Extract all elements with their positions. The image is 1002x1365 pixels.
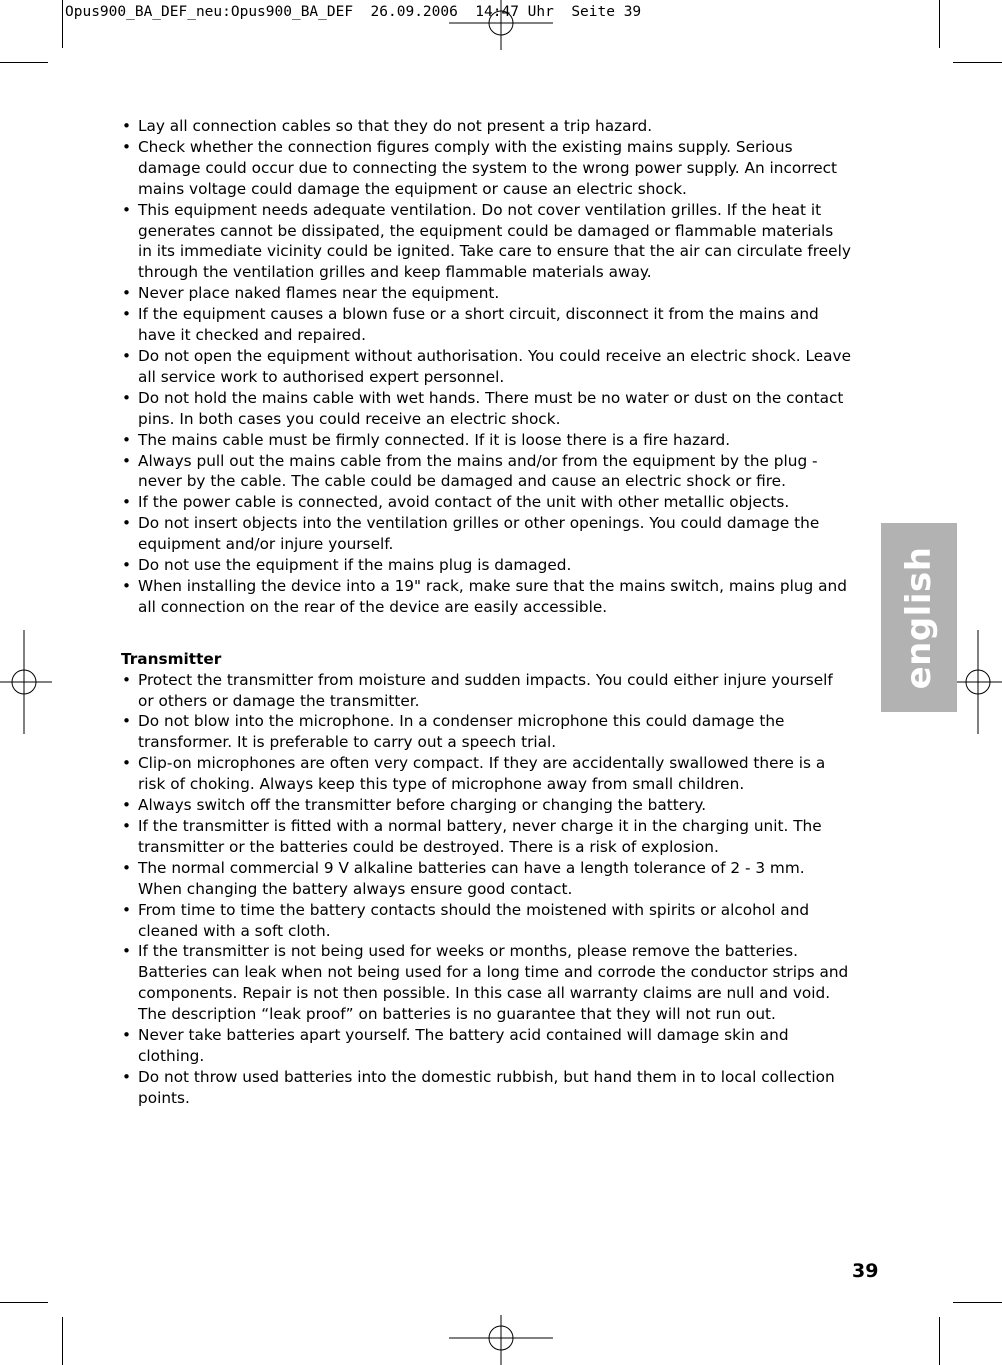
crop-mark-bottom-left-v: [62, 1317, 63, 1365]
transmitter-safety-list: [121, 670, 851, 1109]
general-safety-list: [121, 116, 851, 618]
list-item: • From time to time the battery contacts should the moistened with spirits or alcohol and cleaned with a soft cloth.: [121, 900, 851, 942]
list-item: • Protect the transmitter from moisture and sudden impacts. You could either injure yourself or others or damage the transmitter.: [121, 670, 851, 712]
page-content: [121, 116, 851, 1109]
list-item: • If the transmitter is not being used for weeks or months, please remove the batteries. Batteries can leak when not being used for a long time and corrode the conductor strips and components. Repair is not then possible. In this case all warranty claims are null and void. The description “leak proof” on batteries is no guarantee that they will not run out.: [121, 941, 851, 1025]
language-tab: [881, 523, 957, 712]
registration-mark-left-icon: [0, 630, 52, 734]
list-item: • Do not insert objects into the ventilation grilles or other openings. You could damage the equipment and/or injure yourself.: [121, 513, 851, 555]
page-number: 39: [852, 1260, 879, 1282]
list-item: • Do not open the equipment without authorisation. You could receive an electric shock. Leave all service work to authorised expert personnel.: [121, 346, 851, 388]
registration-mark-right-icon: [950, 630, 1002, 734]
list-item: • Do not hold the mains cable with wet hands. There must be no water or dust on the contact pins. In both cases you could receive an electric shock.: [121, 388, 851, 430]
list-item: • If the equipment causes a blown fuse or a short circuit, disconnect it from the mains and have it checked and repaired.: [121, 304, 851, 346]
list-item: • Lay all connection cables so that they do not present a trip hazard.: [121, 116, 851, 137]
list-item: • If the transmitter is fitted with a normal battery, never charge it in the charging unit. The transmitter or the batteries could be destroyed. There is a risk of explosion.: [121, 816, 851, 858]
list-item: • Do not use the equipment if the mains plug is damaged.: [121, 555, 851, 576]
list-item: • Never place naked flames near the equipment.: [121, 283, 851, 304]
list-item: • Check whether the connection figures comply with the existing mains supply. Serious damage could occur due to connecting the system to the wrong power supply. An incorrect mains voltage could damage the equipment or cause an electric shock.: [121, 137, 851, 200]
list-item: • If the power cable is connected, avoid contact of the unit with other metallic objects.: [121, 492, 851, 513]
registration-mark-bottom-icon: [449, 1315, 553, 1365]
list-item: • Clip-on microphones are often very compact. If they are accidentally swallowed there is a risk of choking. Always keep this type of microphone away from small children.: [121, 753, 851, 795]
registration-mark-top-icon: [449, 0, 553, 50]
list-item: • Do not blow into the microphone. In a condenser microphone this could damage the transformer. It is preferable to carry out a speech trial.: [121, 711, 851, 753]
list-item: • The mains cable must be firmly connected. If it is loose there is a fire hazard.: [121, 430, 851, 451]
list-item: • When installing the device into a 19" rack, make sure that the mains switch, mains plug and all connection on the rear of the device are easily accessible.: [121, 576, 851, 618]
crop-mark-top-left-h: [0, 62, 48, 63]
print-slug: Opus900_BA_DEF_neu:Opus900_BA_DEF 26.09.2006 14:47 Uhr Seite 39: [65, 4, 642, 20]
crop-mark-bottom-left-h: [0, 1302, 48, 1303]
language-tab-label: english: [899, 546, 939, 689]
list-item: • Do not throw used batteries into the domestic rubbish, but hand them in to local collection points.: [121, 1067, 851, 1109]
crop-mark-top-left-v: [62, 0, 63, 48]
list-item: • Always pull out the mains cable from the mains and/or from the equipment by the plug - never by the cable. The cable could be damaged and cause an electric shock or fire.: [121, 451, 851, 493]
section-heading-transmitter: Transmitter: [121, 649, 222, 668]
list-item: • Always switch off the transmitter before charging or changing the battery.: [121, 795, 851, 816]
list-item: • This equipment needs adequate ventilation. Do not cover ventilation grilles. If the heat it generates cannot be dissipated, the equipment could be damaged or flammable materials in its immediate vicinity could be ignited. Take care to ensure that the air can circulate freely through the ventilation grilles and keep flammable materials away.: [121, 200, 851, 284]
crop-mark-top-right-v: [939, 0, 940, 48]
list-item: • Never take batteries apart yourself. The battery acid contained will damage skin and clothing.: [121, 1025, 851, 1067]
crop-mark-bottom-right-h: [953, 1302, 1002, 1303]
list-item: • The normal commercial 9 V alkaline batteries can have a length tolerance of 2 - 3 mm. When changing the battery always ensure good contact.: [121, 858, 851, 900]
crop-mark-top-right-h: [953, 62, 1002, 63]
crop-mark-bottom-right-v: [939, 1317, 940, 1365]
